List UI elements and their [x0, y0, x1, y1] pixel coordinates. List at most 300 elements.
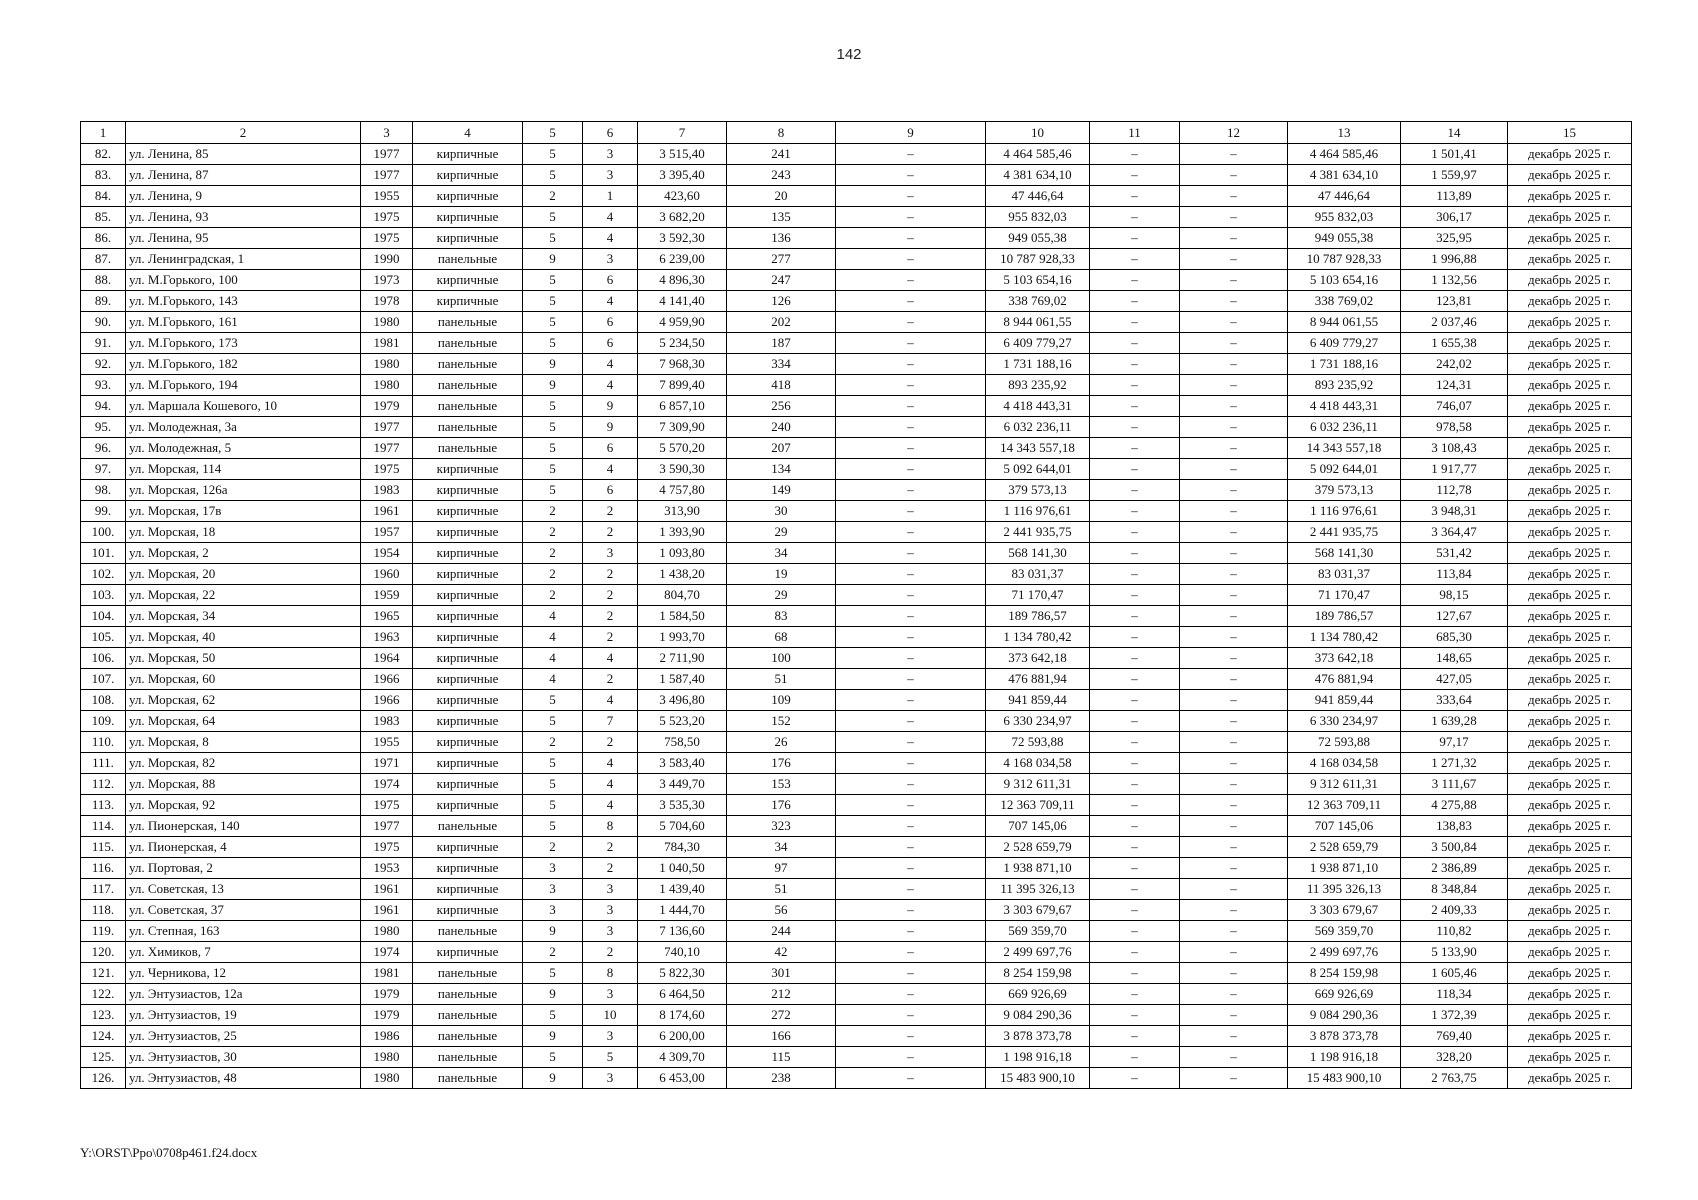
table-row	[81, 249, 1632, 270]
table-cell: 5	[523, 459, 583, 480]
table-cell: декабрь 2025 г.	[1508, 1047, 1632, 1068]
table-cell: 83.	[81, 165, 126, 186]
table-cell: ул. Ленина, 85	[126, 144, 361, 165]
table-cell: 1980	[361, 1047, 413, 1068]
table-cell: 1977	[361, 438, 413, 459]
table-cell: –	[1090, 333, 1180, 354]
table-cell: 12 363 709,11	[986, 795, 1090, 816]
table-cell: 91.	[81, 333, 126, 354]
column-header-12: 12	[1180, 122, 1288, 144]
table-cell: 7 899,40	[638, 375, 727, 396]
table-row	[81, 564, 1632, 585]
table-cell: –	[1180, 459, 1288, 480]
table-cell: 1 040,50	[638, 858, 727, 879]
table-cell: –	[1090, 627, 1180, 648]
table-cell: 9 084 290,36	[1288, 1005, 1401, 1026]
table-cell: 1957	[361, 522, 413, 543]
table-row	[81, 942, 1632, 963]
table-cell: 1974	[361, 942, 413, 963]
table-cell: декабрь 2025 г.	[1508, 543, 1632, 564]
table-cell: 3 449,70	[638, 774, 727, 795]
table-cell: 2 528 659,79	[986, 837, 1090, 858]
table-cell: –	[836, 1047, 986, 1068]
table-cell: декабрь 2025 г.	[1508, 522, 1632, 543]
table-cell: –	[1180, 627, 1288, 648]
table-cell: –	[1180, 816, 1288, 837]
table-cell: –	[1090, 648, 1180, 669]
table-cell: –	[1180, 606, 1288, 627]
table-cell: 1973	[361, 270, 413, 291]
table-cell: декабрь 2025 г.	[1508, 417, 1632, 438]
table-cell: –	[1090, 816, 1180, 837]
table-row	[81, 333, 1632, 354]
table-cell: панельные	[413, 921, 523, 942]
table-cell: 418	[727, 375, 836, 396]
table-cell: 4 464 585,46	[986, 144, 1090, 165]
table-cell: 1983	[361, 480, 413, 501]
table-cell: 111.	[81, 753, 126, 774]
table-cell: 5	[523, 816, 583, 837]
table-cell: –	[836, 228, 986, 249]
table-cell: кирпичные	[413, 564, 523, 585]
table-cell: ул. Морская, 20	[126, 564, 361, 585]
table-cell: –	[836, 375, 986, 396]
table-cell: кирпичные	[413, 753, 523, 774]
table-cell: 71 170,47	[1288, 585, 1401, 606]
table-cell: 3 590,30	[638, 459, 727, 480]
table-cell: 955 832,03	[1288, 207, 1401, 228]
table-cell: –	[836, 816, 986, 837]
table-cell: 569 359,70	[1288, 921, 1401, 942]
table-row	[81, 1026, 1632, 1047]
table-cell: 2 441 935,75	[986, 522, 1090, 543]
table-cell: –	[1180, 942, 1288, 963]
table-cell: –	[1180, 270, 1288, 291]
table-cell: –	[1090, 837, 1180, 858]
table-cell: 8 254 159,98	[1288, 963, 1401, 984]
table-cell: 2	[523, 522, 583, 543]
table-cell: кирпичные	[413, 690, 523, 711]
table-cell: 189 786,57	[1288, 606, 1401, 627]
table-cell: 112.	[81, 774, 126, 795]
table-cell: –	[836, 963, 986, 984]
table-cell: –	[1180, 228, 1288, 249]
table-cell: –	[1180, 543, 1288, 564]
table-cell: –	[836, 333, 986, 354]
table-cell: –	[1090, 165, 1180, 186]
column-header-5: 5	[523, 122, 583, 144]
table-cell: ул. Морская, 22	[126, 585, 361, 606]
table-cell: декабрь 2025 г.	[1508, 291, 1632, 312]
table-cell: 8	[583, 816, 638, 837]
table-cell: 97.	[81, 459, 126, 480]
table-cell: ул. Морская, 60	[126, 669, 361, 690]
table-cell: 96.	[81, 438, 126, 459]
table-cell: декабрь 2025 г.	[1508, 1005, 1632, 1026]
table-cell: –	[1090, 984, 1180, 1005]
table-cell: 15 483 900,10	[986, 1068, 1090, 1089]
table-cell: –	[1090, 249, 1180, 270]
table-cell: 1963	[361, 627, 413, 648]
table-cell: –	[1090, 270, 1180, 291]
table-cell: 241	[727, 144, 836, 165]
table-cell: 115.	[81, 837, 126, 858]
table-cell: ул. Молодежная, 3а	[126, 417, 361, 438]
table-cell: 3	[583, 921, 638, 942]
table-cell: 2	[523, 732, 583, 753]
table-cell: 3 878 373,78	[986, 1026, 1090, 1047]
table-cell: 247	[727, 270, 836, 291]
table-cell: 1977	[361, 144, 413, 165]
table-cell: 1 731 188,16	[986, 354, 1090, 375]
table-cell: 1977	[361, 816, 413, 837]
table-cell: 92.	[81, 354, 126, 375]
table-cell: –	[836, 459, 986, 480]
table-cell: 1 198 916,18	[1288, 1047, 1401, 1068]
table-cell: 4 959,90	[638, 312, 727, 333]
table-cell: –	[836, 837, 986, 858]
table-cell: 15 483 900,10	[1288, 1068, 1401, 1089]
table-cell: панельные	[413, 249, 523, 270]
table-cell: 34	[727, 837, 836, 858]
table-cell: –	[1090, 1047, 1180, 1068]
table-cell: 9	[523, 1026, 583, 1047]
table-cell: 6	[583, 480, 638, 501]
table-cell: 2	[583, 858, 638, 879]
table-cell: 941 859,44	[986, 690, 1090, 711]
table-cell: 106.	[81, 648, 126, 669]
table-cell: кирпичные	[413, 711, 523, 732]
table-cell: 1966	[361, 690, 413, 711]
table-cell: –	[1180, 438, 1288, 459]
table-cell: 4 309,70	[638, 1047, 727, 1068]
table-cell: 893 235,92	[986, 375, 1090, 396]
table-cell: –	[1180, 165, 1288, 186]
table-cell: 113,84	[1401, 564, 1508, 585]
table-cell: –	[1180, 375, 1288, 396]
table-cell: кирпичные	[413, 144, 523, 165]
table-cell: 3 878 373,78	[1288, 1026, 1401, 1047]
table-cell: панельные	[413, 1068, 523, 1089]
table-cell: 5	[523, 396, 583, 417]
table-cell: 88.	[81, 270, 126, 291]
table-row	[81, 837, 1632, 858]
table-cell: –	[836, 795, 986, 816]
table-cell: 124,31	[1401, 375, 1508, 396]
table-cell: 110.	[81, 732, 126, 753]
table-cell: 2	[583, 585, 638, 606]
table-cell: 238	[727, 1068, 836, 1089]
table-cell: –	[836, 858, 986, 879]
table-cell: панельные	[413, 333, 523, 354]
table-row	[81, 753, 1632, 774]
table-cell: 5	[583, 1047, 638, 1068]
table-row	[81, 711, 1632, 732]
table-cell: 4	[583, 207, 638, 228]
table-cell: декабрь 2025 г.	[1508, 1068, 1632, 1089]
table-cell: 1 938 871,10	[1288, 858, 1401, 879]
table-cell: 2	[523, 186, 583, 207]
table-cell: –	[1180, 732, 1288, 753]
table-cell: –	[1090, 732, 1180, 753]
table-cell: 202	[727, 312, 836, 333]
column-header-14: 14	[1401, 122, 1508, 144]
table-cell: –	[1090, 669, 1180, 690]
table-row	[81, 375, 1632, 396]
table-cell: ул. М.Горького, 194	[126, 375, 361, 396]
table-row	[81, 459, 1632, 480]
table-cell: 11 395 326,13	[1288, 879, 1401, 900]
table-cell: –	[1090, 480, 1180, 501]
table-cell: 3 108,43	[1401, 438, 1508, 459]
table-cell: 125.	[81, 1047, 126, 1068]
table-cell: 1961	[361, 900, 413, 921]
table-cell: 1961	[361, 501, 413, 522]
table-cell: 51	[727, 879, 836, 900]
table-cell: 149	[727, 480, 836, 501]
table-cell: 5	[523, 480, 583, 501]
table-cell: 108.	[81, 690, 126, 711]
table-cell: 1 132,56	[1401, 270, 1508, 291]
table-cell: 120.	[81, 942, 126, 963]
table-cell: 5	[523, 711, 583, 732]
table-cell: 1979	[361, 1005, 413, 1026]
table-cell: декабрь 2025 г.	[1508, 165, 1632, 186]
table-cell: декабрь 2025 г.	[1508, 795, 1632, 816]
table-cell: 746,07	[1401, 396, 1508, 417]
table-cell: –	[836, 711, 986, 732]
table-cell: 1 938 871,10	[986, 858, 1090, 879]
table-cell: –	[1090, 921, 1180, 942]
table-cell: 1955	[361, 732, 413, 753]
table-cell: 116.	[81, 858, 126, 879]
table-cell: 949 055,38	[986, 228, 1090, 249]
table-cell: ул. Молодежная, 5	[126, 438, 361, 459]
table-cell: 5 103 654,16	[1288, 270, 1401, 291]
table-cell: декабрь 2025 г.	[1508, 774, 1632, 795]
table-row	[81, 795, 1632, 816]
table-cell: 3	[583, 879, 638, 900]
table-cell: 187	[727, 333, 836, 354]
table-cell: –	[836, 1026, 986, 1047]
table-cell: 9	[523, 249, 583, 270]
table-cell: –	[836, 984, 986, 1005]
table-cell: 5	[523, 963, 583, 984]
table-cell: ул. Химиков, 7	[126, 942, 361, 963]
table-cell: 2	[583, 501, 638, 522]
table-cell: декабрь 2025 г.	[1508, 396, 1632, 417]
table-cell: –	[836, 942, 986, 963]
table-cell: 100	[727, 648, 836, 669]
table-cell: 95.	[81, 417, 126, 438]
table-row	[81, 354, 1632, 375]
table-cell: 669 926,69	[986, 984, 1090, 1005]
table-cell: 176	[727, 795, 836, 816]
table-cell: 3 496,80	[638, 690, 727, 711]
table-cell: 9	[583, 417, 638, 438]
column-numbers-row	[81, 122, 1632, 144]
table-cell: 119.	[81, 921, 126, 942]
table-cell: 1 444,70	[638, 900, 727, 921]
table-cell: –	[836, 900, 986, 921]
table-row	[81, 543, 1632, 564]
table-cell: 138,83	[1401, 816, 1508, 837]
table-cell: 4 168 034,58	[1288, 753, 1401, 774]
table-cell: 784,30	[638, 837, 727, 858]
table-cell: кирпичные	[413, 732, 523, 753]
table-cell: панельные	[413, 417, 523, 438]
table-cell: декабрь 2025 г.	[1508, 837, 1632, 858]
table-cell: панельные	[413, 963, 523, 984]
table-cell: 126	[727, 291, 836, 312]
table-cell: 1 116 976,61	[1288, 501, 1401, 522]
table-cell: ул. Степная, 163	[126, 921, 361, 942]
table-cell: кирпичные	[413, 270, 523, 291]
table-cell: 1975	[361, 795, 413, 816]
table-cell: 568 141,30	[1288, 543, 1401, 564]
table-body	[81, 144, 1632, 1089]
table-cell: декабрь 2025 г.	[1508, 249, 1632, 270]
table-cell: 8 174,60	[638, 1005, 727, 1026]
table-cell: декабрь 2025 г.	[1508, 186, 1632, 207]
table-cell: 117.	[81, 879, 126, 900]
table-cell: ул. Морская, 34	[126, 606, 361, 627]
table-cell: 1 093,80	[638, 543, 727, 564]
table-cell: ул. Морская, 17в	[126, 501, 361, 522]
table-cell: 90.	[81, 312, 126, 333]
table-cell: –	[1090, 711, 1180, 732]
table-cell: –	[836, 627, 986, 648]
table-cell: –	[1180, 837, 1288, 858]
table-cell: –	[1090, 396, 1180, 417]
table-cell: ул. М.Горького, 161	[126, 312, 361, 333]
table-cell: 98,15	[1401, 585, 1508, 606]
table-cell: –	[836, 921, 986, 942]
table-cell: декабрь 2025 г.	[1508, 900, 1632, 921]
table-cell: 1 393,90	[638, 522, 727, 543]
table-cell: панельные	[413, 984, 523, 1005]
table-cell: –	[836, 501, 986, 522]
table-cell: 102.	[81, 564, 126, 585]
table-cell: 14 343 557,18	[1288, 438, 1401, 459]
table-cell: 1 439,40	[638, 879, 727, 900]
table-cell: 373 642,18	[1288, 648, 1401, 669]
table-cell: 1964	[361, 648, 413, 669]
table-cell: 5 704,60	[638, 816, 727, 837]
column-header-8: 8	[727, 122, 836, 144]
table-cell: 4	[583, 228, 638, 249]
table-cell: 1 993,70	[638, 627, 727, 648]
table-cell: 8 944 061,55	[986, 312, 1090, 333]
table-cell: 87.	[81, 249, 126, 270]
table-cell: 2	[523, 543, 583, 564]
table-cell: 685,30	[1401, 627, 1508, 648]
table-cell: –	[1180, 921, 1288, 942]
table-cell: –	[1180, 1026, 1288, 1047]
table-cell: 3 583,40	[638, 753, 727, 774]
table-cell: ул. Морская, 2	[126, 543, 361, 564]
table-row	[81, 396, 1632, 417]
table-cell: 955 832,03	[986, 207, 1090, 228]
table-row	[81, 774, 1632, 795]
table-cell: –	[836, 291, 986, 312]
table-cell: кирпичные	[413, 165, 523, 186]
table-cell: –	[1090, 963, 1180, 984]
table-cell: 6 464,50	[638, 984, 727, 1005]
table-cell: 1 134 780,42	[986, 627, 1090, 648]
table-cell: 3 303 679,67	[986, 900, 1090, 921]
table-cell: –	[1180, 963, 1288, 984]
table-cell: –	[1180, 900, 1288, 921]
table-cell: 1975	[361, 459, 413, 480]
table-row	[81, 522, 1632, 543]
table-cell: ул. М.Горького, 173	[126, 333, 361, 354]
table-cell: 1990	[361, 249, 413, 270]
table-cell: декабрь 2025 г.	[1508, 354, 1632, 375]
table-cell: –	[1090, 291, 1180, 312]
table-cell: декабрь 2025 г.	[1508, 921, 1632, 942]
table-cell: 6 239,00	[638, 249, 727, 270]
column-header-4: 4	[413, 122, 523, 144]
table-cell: –	[1180, 1068, 1288, 1089]
table-cell: ул. Ленина, 9	[126, 186, 361, 207]
table-cell: 9	[523, 921, 583, 942]
table-cell: кирпичные	[413, 501, 523, 522]
table-row	[81, 1005, 1632, 1026]
table-cell: 1961	[361, 879, 413, 900]
table-cell: 2	[583, 732, 638, 753]
table-cell: –	[1090, 186, 1180, 207]
table-cell: 98.	[81, 480, 126, 501]
table-row	[81, 963, 1632, 984]
table-cell: –	[836, 564, 986, 585]
table-cell: 306,17	[1401, 207, 1508, 228]
table-cell: 978,58	[1401, 417, 1508, 438]
table-cell: 3 535,30	[638, 795, 727, 816]
table-cell: 83 031,37	[1288, 564, 1401, 585]
table-cell: ул. Морская, 40	[126, 627, 361, 648]
table-cell: –	[1180, 1005, 1288, 1026]
table-cell: 379 573,13	[986, 480, 1090, 501]
table-cell: 153	[727, 774, 836, 795]
table-cell: кирпичные	[413, 627, 523, 648]
table-cell: –	[1180, 354, 1288, 375]
table-cell: 1980	[361, 354, 413, 375]
table-cell: ул. Морская, 82	[126, 753, 361, 774]
table-cell: 6 453,00	[638, 1068, 727, 1089]
table-cell: 10 787 928,33	[986, 249, 1090, 270]
column-header-10: 10	[986, 122, 1090, 144]
table-cell: 1981	[361, 333, 413, 354]
table-cell: 3 111,67	[1401, 774, 1508, 795]
table-cell: декабрь 2025 г.	[1508, 669, 1632, 690]
table-row	[81, 690, 1632, 711]
table-cell: 94.	[81, 396, 126, 417]
table-cell: 3 682,20	[638, 207, 727, 228]
table-cell: 4 418 443,31	[1288, 396, 1401, 417]
table-cell: 1 639,28	[1401, 711, 1508, 732]
table-cell: декабрь 2025 г.	[1508, 480, 1632, 501]
table-cell: –	[1090, 417, 1180, 438]
table-cell: 112,78	[1401, 480, 1508, 501]
column-header-15: 15	[1508, 122, 1632, 144]
table-cell: кирпичные	[413, 774, 523, 795]
table-cell: 6	[583, 312, 638, 333]
table-cell: 47 446,64	[1288, 186, 1401, 207]
table-cell: 1 271,32	[1401, 753, 1508, 774]
table-cell: ул. Энтузиастов, 12а	[126, 984, 361, 1005]
table-cell: 109	[727, 690, 836, 711]
